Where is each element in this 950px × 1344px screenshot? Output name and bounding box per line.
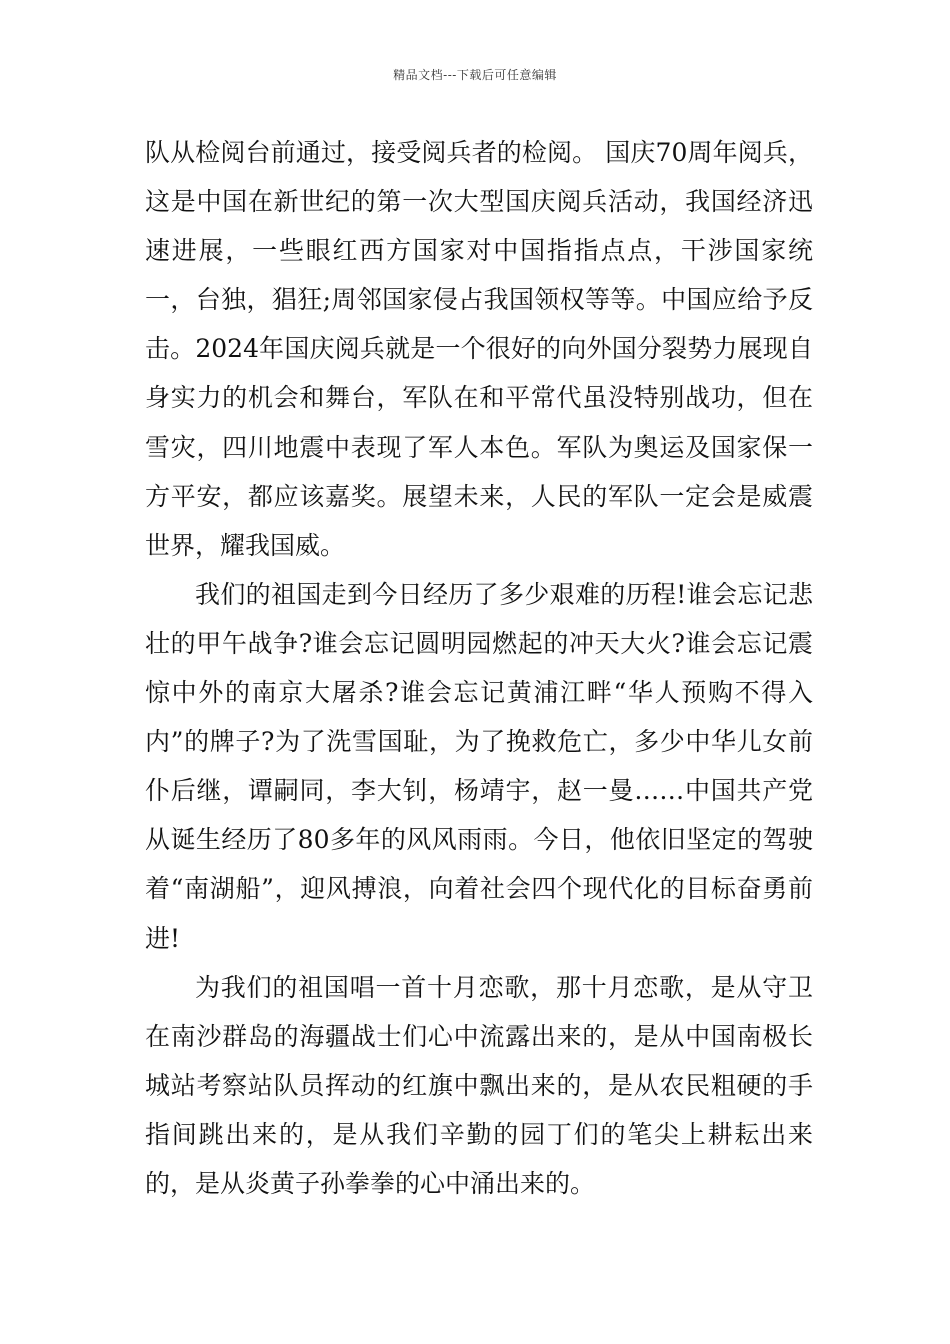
- paragraph-1: 队从检阅台前通过，接受阅兵者的检阅。 国庆70周年阅兵，这是中国在新世纪的第一次大型国庆阅兵活动，我国经济迅速进展，一些眼红西方国家对中国指指点点，干涉国家统一，台独，猖狂;周邻国家侵占我国领权等等。中国应给予反击。2024年国庆阅兵就是一个很好的向外国分裂势力展现自身实力的机会和舞台，军队在和平常代虽没特别战功，但在雪灾，四川地震中表现了军人本色。军队为奥运及国家保一方平安，都应该嘉奖。展望未来，人民的军队一定会是威震世界，耀我国威。: [145, 138, 813, 560]
- paragraph-3: 为我们的祖国唱一首十月恋歌，那十月恋歌，是从守卫在南沙群岛的海疆战士们心中流露出来的，是从中国南极长城站考察站队员挥动的红旗中飘出来的，是从农民粗硬的手指间跳出来的，是从我们辛勤的园丁们的笔尖上耕耘出来的，是从炎黄子孙拳拳的心中涌出来的。: [145, 972, 813, 1198]
- page-header: 精品文档---下载后可任意编辑: [393, 68, 557, 82]
- paragraph-2: 我们的祖国走到今日经历了多少艰难的历程!谁会忘记悲壮的甲午战争?谁会忘记圆明园燃起的冲天大火?谁会忘记震惊中外的南京大屠杀?谁会忘记黄浦江畔“华人预购不得入内”的牌子?为了洗雪国耻，为了挽救危亡，多少中华儿女前仆后继，谭嗣同，李大钊，杨靖宇，赵一曼……中国共产党从诞生经历了80多年的风风雨雨。今日，他依旧坚定的驾驶着“南湖船”，迎风搏浪，向着社会四个现代化的目标奋勇前进!: [145, 579, 813, 953]
- document-body: [145, 128, 813, 1208]
